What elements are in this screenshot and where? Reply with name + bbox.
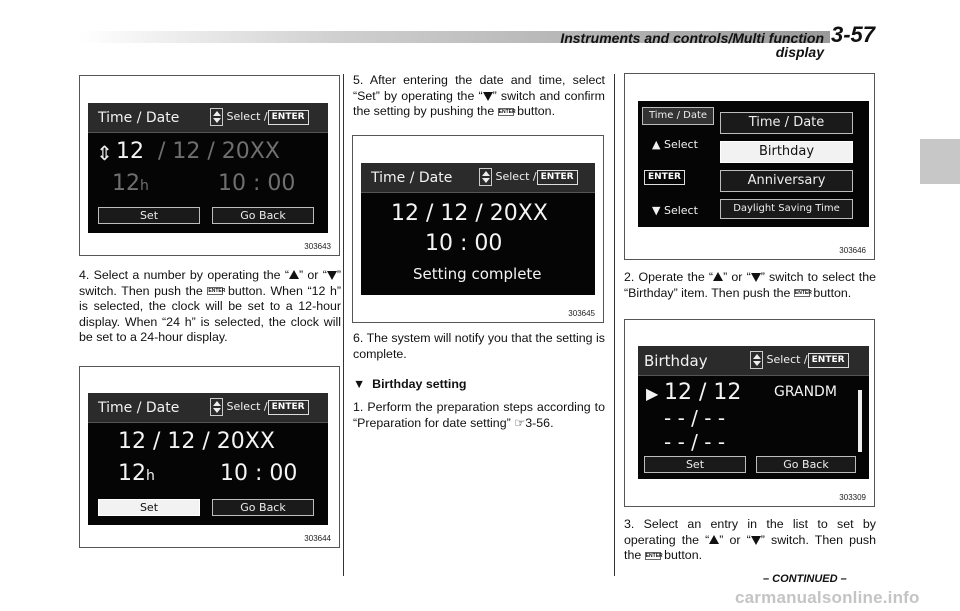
enter-button-icon: ENTER bbox=[208, 288, 226, 295]
enter-icon: ENTER bbox=[644, 170, 685, 185]
select-down: ▼ Select bbox=[652, 204, 698, 217]
enter-icon: ENTER bbox=[537, 170, 578, 185]
figure-code: 303309 bbox=[839, 493, 866, 502]
screen-title: Time / Date bbox=[98, 400, 180, 416]
go-back-button[interactable]: Go Back bbox=[756, 456, 856, 473]
time-value: 10 : 00 bbox=[425, 231, 503, 256]
down-switch-icon bbox=[483, 92, 493, 101]
menu-item-anniversary[interactable]: Anniversary bbox=[720, 170, 853, 192]
figure-303646 bbox=[624, 73, 875, 260]
date-value: 12 / 12 / 20XX bbox=[391, 201, 548, 226]
setting-complete-message: Setting complete bbox=[413, 265, 542, 283]
entry-2-date[interactable]: - - / - - bbox=[664, 406, 726, 430]
go-back-button[interactable]: Go Back bbox=[212, 207, 314, 224]
side-tab bbox=[920, 139, 960, 184]
up-switch-icon bbox=[709, 535, 719, 544]
month-value: 12 bbox=[116, 139, 144, 164]
time-value: 10 : 00 bbox=[218, 171, 296, 196]
down-switch-icon bbox=[751, 273, 761, 282]
down-switch-icon bbox=[327, 271, 337, 280]
figure-code: 303645 bbox=[568, 309, 595, 318]
entry-1-date[interactable]: 12 / 12 bbox=[664, 380, 742, 405]
step-5-text: 5. After entering the date and time, select “Set” by operating the “ ” switch and confirm the setting by pushing the ENTER button. bbox=[353, 73, 605, 119]
figure-code: 303646 bbox=[839, 246, 866, 255]
step-6-text: 6. The system will notify you that the setting is complete. bbox=[353, 331, 605, 361]
enter-icon: ENTER bbox=[808, 353, 849, 368]
hour-value: 12 bbox=[112, 171, 140, 196]
birthday-heading bbox=[353, 377, 605, 393]
set-button[interactable]: Set bbox=[98, 207, 200, 224]
menu-item-time-date[interactable]: Time / Date bbox=[720, 112, 853, 134]
hour-unit: h bbox=[140, 178, 149, 194]
set-button[interactable]: Set bbox=[98, 499, 200, 516]
date-rest: / 12 / 20XX bbox=[158, 139, 280, 164]
select-hint: Select / ENTER bbox=[479, 168, 578, 186]
select-up: ▲ Select bbox=[652, 138, 698, 151]
select-hint: Select / ENTER bbox=[750, 351, 849, 369]
figure-303643 bbox=[79, 75, 340, 256]
select-hint: Select / ENTER bbox=[210, 398, 309, 416]
step-1-text: 1. Perform the preparation steps according to “Preparation for date setting” ☞3-56. bbox=[353, 400, 605, 430]
hour-value: 12 bbox=[118, 461, 146, 486]
enter-button-icon: ENTER bbox=[498, 108, 516, 115]
figure-303309 bbox=[624, 319, 875, 507]
menu-item-birthday[interactable]: Birthday bbox=[720, 141, 853, 163]
display-screen bbox=[88, 393, 328, 525]
screen-title: Time / Date bbox=[371, 170, 453, 186]
enter-button-icon: ENTER bbox=[794, 290, 812, 297]
display-screen bbox=[88, 103, 328, 233]
display-screen bbox=[638, 346, 869, 479]
date-value: 12 / 12 / 20XX bbox=[118, 429, 275, 454]
updown-arrows-icon: ⇕ bbox=[96, 141, 113, 165]
set-button[interactable]: Set bbox=[644, 456, 746, 473]
select-label: Select bbox=[766, 353, 801, 366]
figure-code: 303644 bbox=[304, 534, 331, 543]
menu-item-daylight-saving[interactable]: Daylight Saving Time bbox=[720, 199, 853, 219]
enter-key bbox=[644, 170, 685, 185]
up-down-icon bbox=[750, 351, 763, 369]
down-switch-icon bbox=[751, 536, 761, 545]
figure-303645 bbox=[352, 135, 604, 323]
display-screen bbox=[361, 163, 595, 295]
step-2-text: 2. Operate the “ ” or “ ” switch to select the “Birthday” item. Then push the ENTER button. bbox=[624, 270, 877, 300]
time-value: 10 : 00 bbox=[220, 461, 298, 486]
entry-3-date[interactable]: - - / - - bbox=[664, 430, 726, 454]
column-rule bbox=[343, 74, 344, 576]
up-down-icon bbox=[210, 398, 223, 416]
section-title: Instruments and controls/Multi function display bbox=[560, 30, 824, 60]
up-down-icon bbox=[479, 168, 492, 186]
figure-303644 bbox=[79, 366, 340, 548]
cursor-arrow-icon: ▶ bbox=[646, 384, 659, 403]
enter-button-icon: ENTER bbox=[645, 552, 663, 559]
entry-1-name: GRANDM bbox=[774, 384, 837, 400]
watermark: carmanualsonline.info bbox=[735, 588, 920, 607]
up-switch-icon bbox=[289, 270, 299, 279]
page-number: 3-57 bbox=[831, 22, 876, 47]
screen-title: Time / Date bbox=[98, 110, 180, 126]
display-screen bbox=[638, 101, 869, 227]
enter-icon: ENTER bbox=[268, 110, 309, 125]
up-switch-icon bbox=[713, 272, 723, 281]
select-label: Select bbox=[226, 110, 261, 123]
screen-title: Birthday bbox=[644, 352, 708, 370]
step-3-text: 3. Select an entry in the list to set by operating the “ ” or “ ” switch. Then push the ENTER button. bbox=[624, 517, 877, 563]
up-down-icon bbox=[210, 108, 223, 126]
enter-icon: ENTER bbox=[268, 400, 309, 415]
figure-code: 303643 bbox=[304, 242, 331, 251]
select-hint: Select / ENTER bbox=[210, 108, 309, 126]
scrollbar[interactable] bbox=[858, 390, 862, 452]
heading-text: Birthday setting bbox=[372, 377, 467, 391]
hour-unit: h bbox=[146, 468, 155, 484]
continued-label: – CONTINUED – bbox=[763, 573, 847, 585]
heading-marker: ▼ bbox=[353, 377, 366, 391]
select-label: Select bbox=[495, 170, 530, 183]
select-label: Select bbox=[226, 400, 261, 413]
step-4-text: 4. Select a number by operating the “ ” or “ ” switch. Then push the ENTER button. When “12 h” is selected, the clock will be set to a 12-hour display. When “24 h” is selected, the clock will be set to a 24-hour display. bbox=[79, 268, 341, 345]
go-back-button[interactable]: Go Back bbox=[212, 499, 314, 516]
time-date-tab[interactable]: Time / Date bbox=[642, 107, 714, 125]
column-rule bbox=[614, 74, 615, 576]
